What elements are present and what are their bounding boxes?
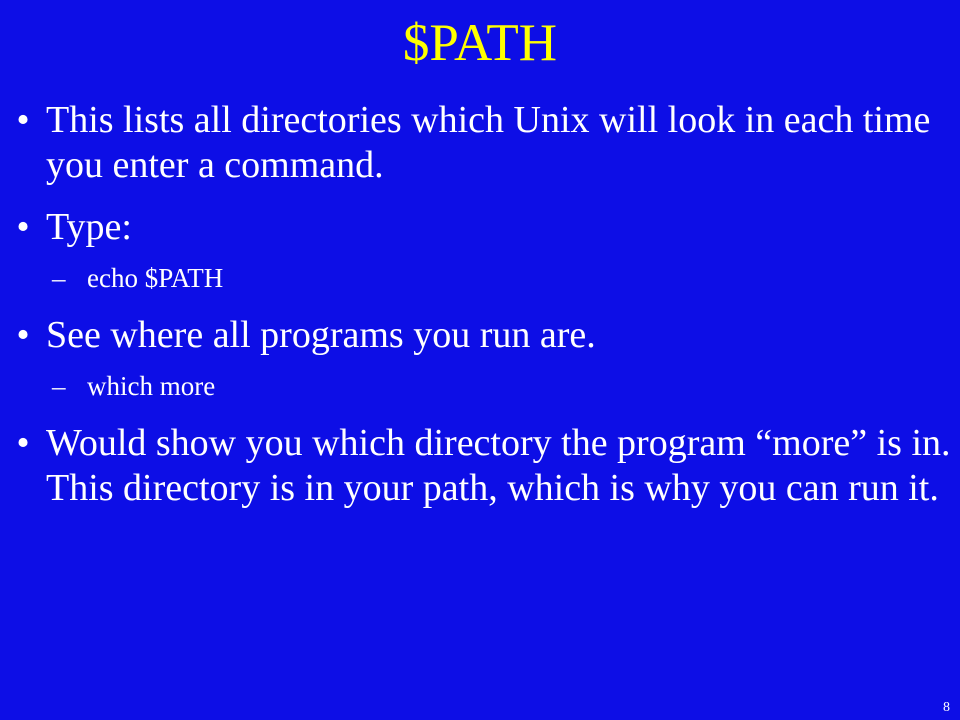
sub-bullet-text: echo $PATH	[87, 263, 224, 293]
dash-marker: –	[52, 371, 66, 401]
page-number: 8	[943, 700, 950, 715]
dash-marker: –	[52, 263, 66, 293]
bullet-item	[0, 313, 960, 358]
bullet-marker: •	[16, 422, 30, 464]
slide-title: $PATH	[402, 14, 558, 72]
sub-bullet-item	[0, 260, 960, 296]
bullet-marker: •	[16, 314, 30, 356]
bullet-marker: •	[16, 99, 30, 141]
bullet-marker: •	[16, 206, 30, 248]
sub-bullet-text: which more	[87, 371, 216, 401]
bullet-text: Would show you which directory the program “more” is in. This directory is in your path, which is why you can run it.	[46, 422, 951, 509]
sub-bullet-item	[0, 368, 960, 404]
bullet-item	[0, 205, 960, 250]
slide-content	[0, 98, 960, 528]
bullet-text: Type:	[46, 206, 132, 248]
bullet-item	[0, 421, 960, 511]
bullet-text: This lists all directories which Unix will look in each time you enter a command.	[46, 99, 931, 186]
bullet-item	[0, 98, 960, 188]
bullet-text: See where all programs you run are.	[46, 314, 596, 356]
